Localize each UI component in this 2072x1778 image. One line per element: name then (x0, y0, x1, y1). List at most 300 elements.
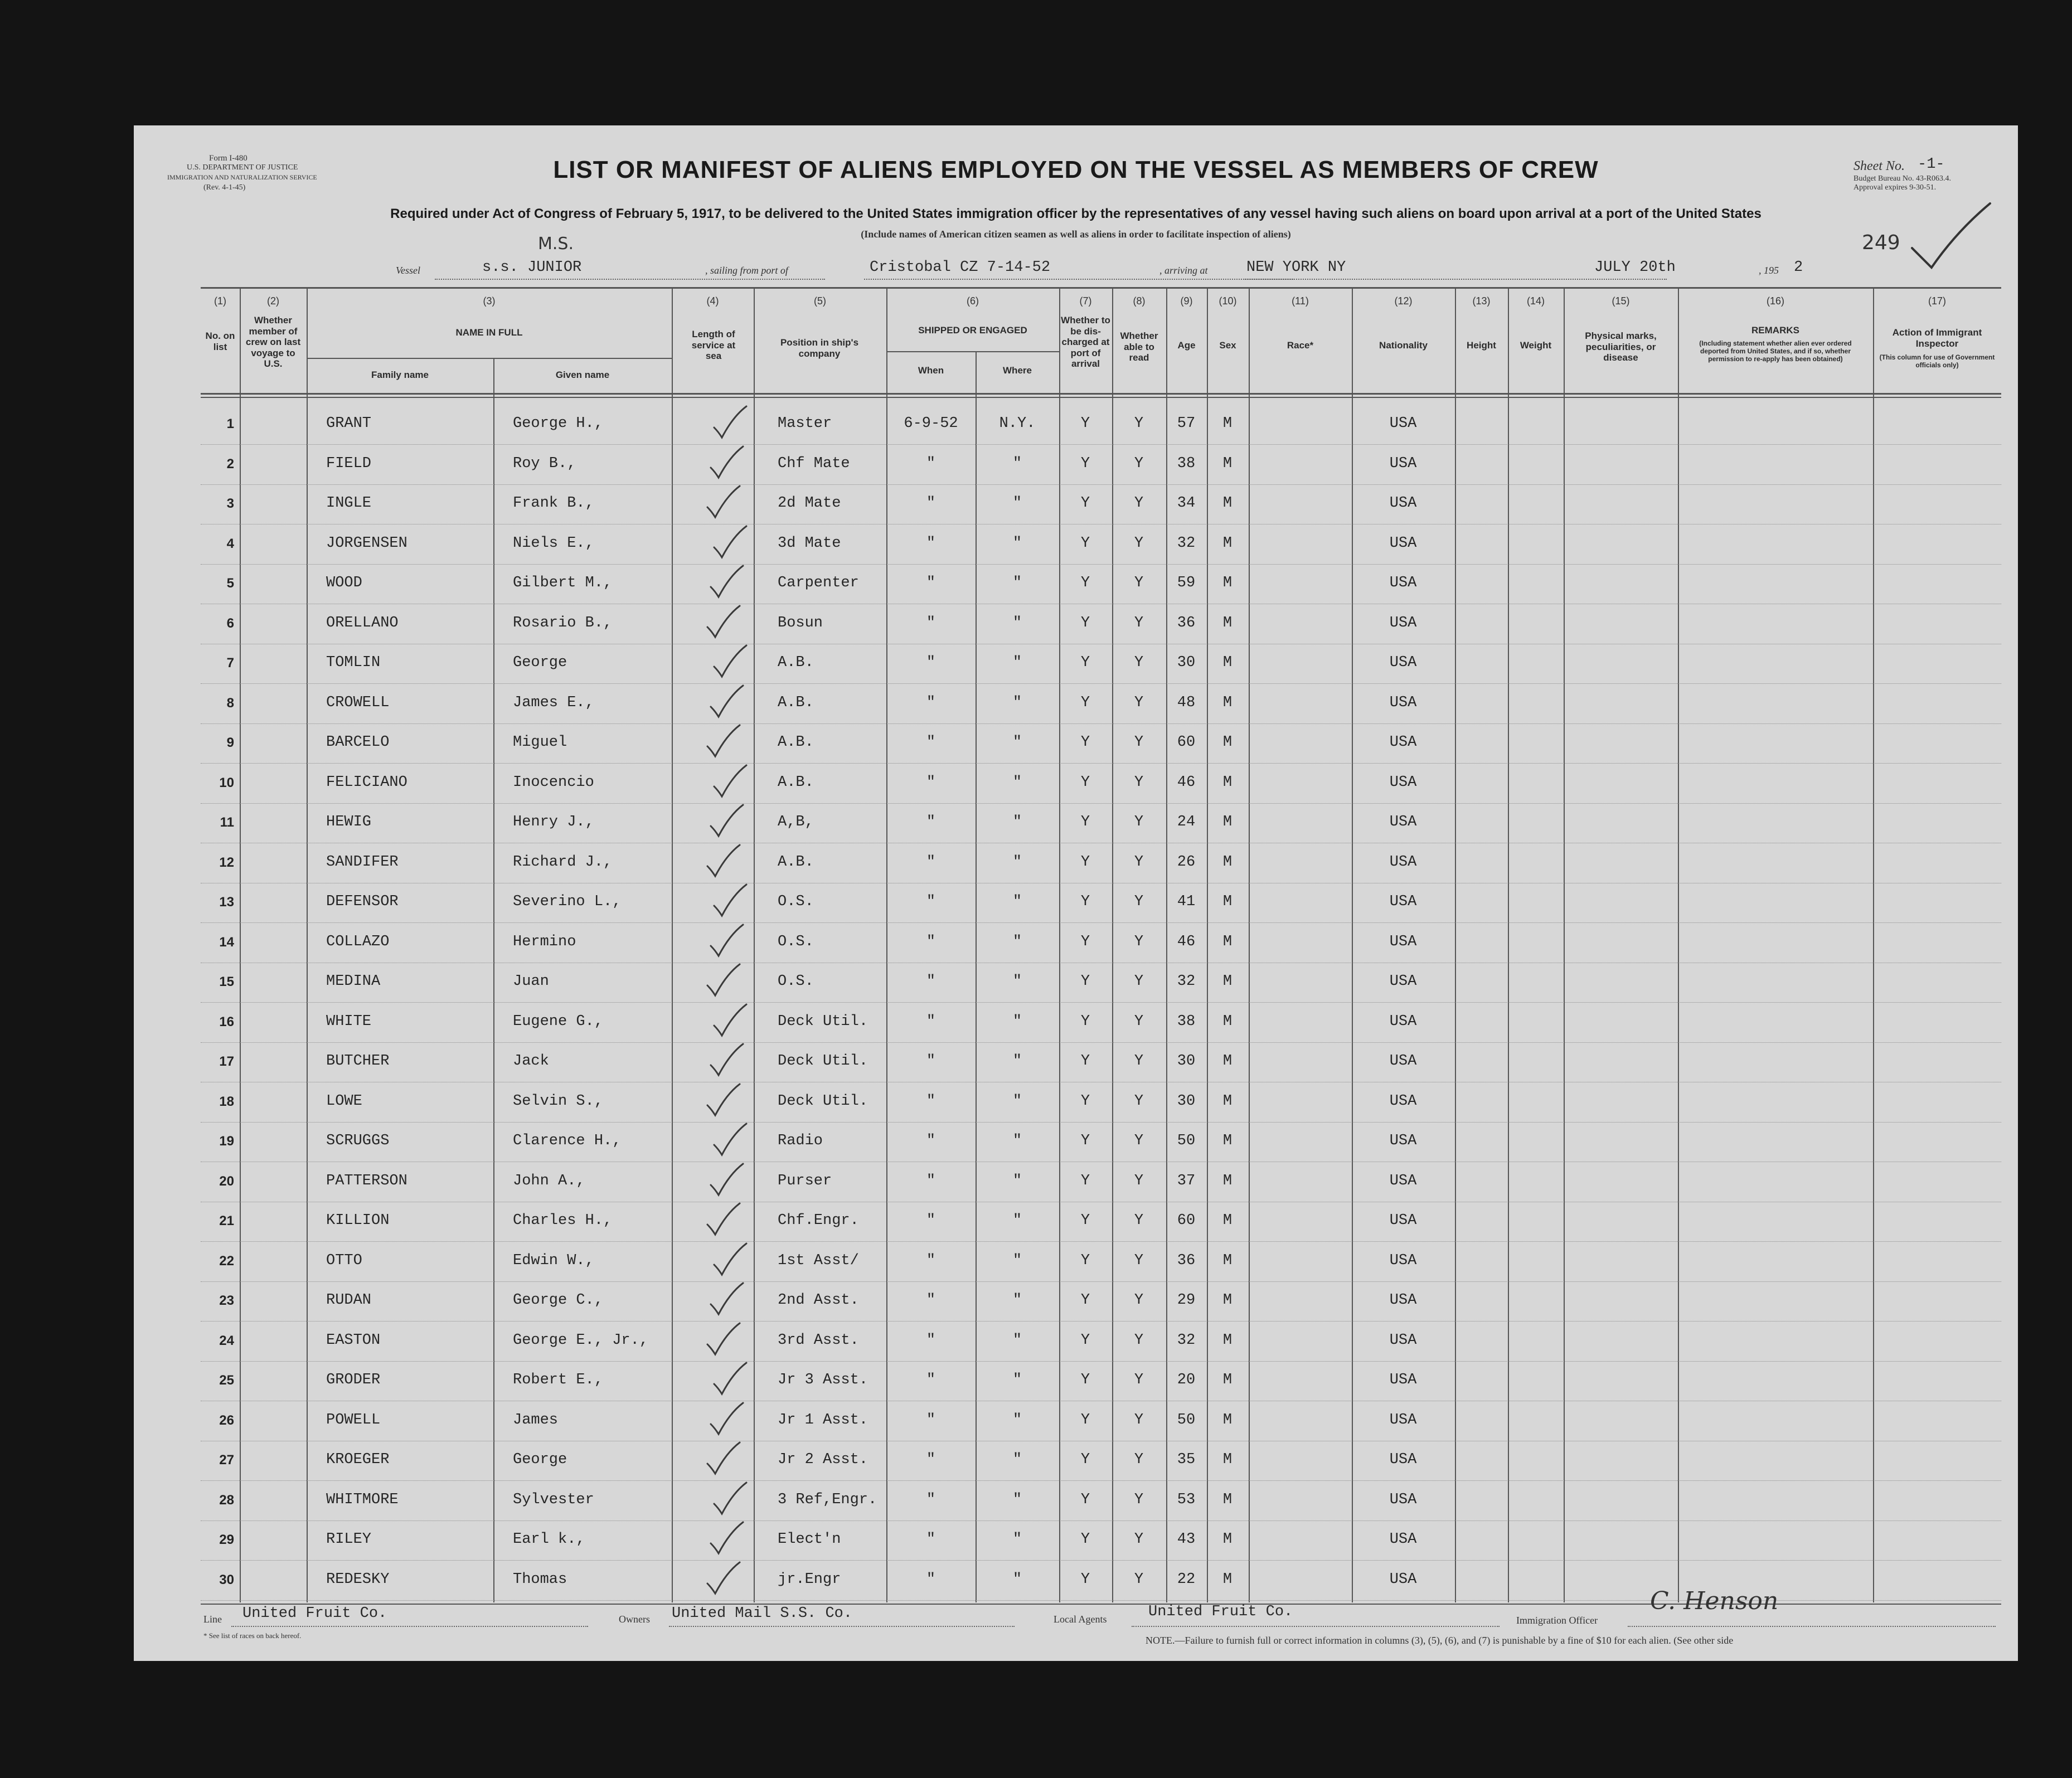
check-mark-icon (711, 883, 750, 918)
header-race: Race* (1287, 340, 1314, 351)
check-mark-icon (707, 1163, 746, 1197)
age: 36 (1177, 1252, 1196, 1269)
col-number-9: (9) (1180, 295, 1193, 307)
sex: M (1222, 495, 1232, 512)
arriving-label: , arriving at (1159, 265, 1208, 276)
col-number-8: (8) (1133, 295, 1146, 307)
shipped-when: " (926, 1491, 936, 1508)
budget-bureau: Budget Bureau No. 43-R063.4. (1853, 174, 1951, 183)
given-name: Richard J., (513, 853, 613, 871)
family-name: BARCELO (326, 734, 390, 751)
shipped-when: " (926, 973, 936, 990)
able-to-read: Y (1134, 774, 1144, 791)
discharged: Y (1080, 1531, 1090, 1548)
owners-value: United Mail S.S. Co. (672, 1605, 853, 1622)
vessel-name: s.s. JUNIOR (482, 259, 582, 276)
shipped-when: " (926, 1372, 936, 1388)
discharged: Y (1080, 1092, 1090, 1110)
discharged: Y (1080, 1491, 1090, 1508)
position: Bosun (778, 614, 823, 631)
nationality: USA (1389, 973, 1417, 990)
family-name: FELICIANO (326, 774, 407, 791)
shipped-where: " (1012, 495, 1022, 512)
given-name: George E., Jr., (513, 1332, 649, 1349)
nationality: USA (1389, 1332, 1417, 1349)
sex: M (1222, 1172, 1232, 1189)
nationality: USA (1389, 1411, 1417, 1429)
row-number: 1 (226, 416, 234, 431)
position: O.S. (778, 973, 814, 990)
shipped-where: " (1012, 1013, 1022, 1030)
shipped-where: " (1012, 1092, 1022, 1110)
shipped-where: " (1012, 1252, 1022, 1269)
position: Jr 1 Asst. (778, 1411, 868, 1429)
given-name: Edwin W., (513, 1252, 594, 1269)
manifest-sheet (134, 125, 2018, 1661)
discharged: Y (1080, 1172, 1090, 1189)
col-number-4: (4) (706, 295, 719, 307)
shipped-where: " (1012, 853, 1022, 871)
check-mark-icon (711, 1481, 750, 1516)
header-inspector-note: (This column for use of Government officials only) (1879, 353, 1995, 369)
header-shipped-or-engaged: SHIPPED OR ENGAGED (918, 325, 1027, 336)
family-name: LOWE (326, 1092, 362, 1110)
shipped-when: " (926, 1172, 936, 1189)
check-mark-icon (707, 1521, 746, 1556)
given-name: George (513, 654, 567, 671)
discharged: Y (1080, 535, 1090, 552)
nationality: USA (1389, 415, 1417, 432)
position: A.B. (778, 694, 814, 711)
col-number-3: (3) (483, 295, 496, 307)
header-nationality: Nationality (1379, 340, 1428, 351)
nationality: USA (1389, 734, 1417, 751)
given-name: Gilbert M., (513, 575, 613, 591)
discharged: Y (1080, 1252, 1090, 1269)
given-name: Jack (513, 1053, 549, 1070)
check-mark-icon (704, 963, 743, 998)
discharged: Y (1080, 694, 1090, 711)
discharged: Y (1080, 575, 1090, 591)
sex: M (1222, 814, 1232, 830)
family-name: JORGENSEN (326, 535, 407, 552)
age: 53 (1177, 1491, 1196, 1508)
shipped-when: " (926, 1053, 936, 1070)
sex: M (1222, 654, 1232, 671)
row-number: 28 (219, 1492, 234, 1508)
row-number: 16 (219, 1014, 234, 1029)
shipped-when: " (926, 933, 936, 950)
position: 3d Mate (778, 535, 841, 552)
age: 34 (1177, 495, 1196, 512)
shipped-when: " (926, 1451, 936, 1468)
agents-label: Local Agents (1054, 1614, 1107, 1625)
row-number: 7 (226, 655, 234, 671)
check-mark-icon (707, 684, 746, 719)
line-value: United Fruit Co. (242, 1605, 387, 1622)
row-number: 22 (219, 1253, 234, 1269)
nationality: USA (1389, 1212, 1417, 1229)
position: A,B, (778, 814, 814, 830)
position: 2d Mate (778, 495, 841, 512)
discharged: Y (1080, 1372, 1090, 1388)
sex: M (1222, 1053, 1232, 1070)
discharged: Y (1080, 495, 1090, 512)
department-name: U.S. DEPARTMENT OF JUSTICE (187, 163, 298, 172)
check-mark-icon (704, 1441, 743, 1476)
given-name: Hermino (513, 933, 576, 950)
shipped-where: " (1012, 1571, 1022, 1588)
family-name: WOOD (326, 575, 362, 591)
header-last-voyage: Whether member of crew on last voyage to U.S. (245, 315, 301, 370)
row-number: 5 (226, 576, 234, 591)
shipped-when: " (926, 1571, 936, 1588)
age: 48 (1177, 694, 1196, 711)
age: 60 (1177, 734, 1196, 751)
age: 50 (1177, 1411, 1196, 1429)
line-label: Line (203, 1614, 222, 1625)
shipped-when: " (926, 1292, 936, 1309)
sex: M (1222, 1372, 1232, 1388)
header-age: Age (1177, 340, 1196, 351)
header-able-to-read: Whether able to read (1120, 331, 1158, 363)
family-name: KILLION (326, 1212, 390, 1229)
position: Jr 3 Asst. (778, 1372, 868, 1388)
sex: M (1222, 1013, 1232, 1030)
header-when: When (918, 365, 944, 376)
shipped-where: " (1012, 1133, 1022, 1149)
family-name: SCRUGGS (326, 1133, 390, 1149)
discharged: Y (1080, 973, 1090, 990)
vessel-type-handwritten: M.S. (538, 234, 574, 254)
age: 30 (1177, 1092, 1196, 1110)
agents-value: United Fruit Co. (1148, 1604, 1293, 1620)
shipped-where: " (1012, 1411, 1022, 1429)
able-to-read: Y (1134, 1372, 1144, 1388)
age: 32 (1177, 1332, 1196, 1349)
row-number: 3 (226, 496, 234, 511)
header-remarks-note: (Including statement whether alien ever ordered deported from United States, and if so, whether permission to re-apply has been obtained) (1699, 339, 1852, 363)
able-to-read: Y (1134, 1053, 1144, 1070)
able-to-read: Y (1134, 415, 1144, 432)
family-name: CROWELL (326, 694, 390, 711)
discharged: Y (1080, 1411, 1090, 1429)
given-name: Frank B., (513, 495, 594, 512)
col-number-13: (13) (1472, 295, 1491, 307)
col-number-12: (12) (1394, 295, 1413, 307)
given-name: Thomas (513, 1571, 567, 1588)
check-mark-icon (711, 525, 750, 560)
row-number: 30 (219, 1572, 234, 1587)
family-name: GRODER (326, 1372, 381, 1388)
discharged: Y (1080, 1133, 1090, 1149)
stamp-number: 249 (1862, 231, 1900, 254)
sheet-label: Sheet No. (1853, 159, 1905, 173)
age: 43 (1177, 1531, 1196, 1548)
row-number: 24 (219, 1333, 234, 1348)
shipped-where: " (1012, 814, 1022, 830)
col-number-10: (10) (1219, 295, 1237, 307)
shipped-where: " (1012, 1491, 1022, 1508)
age: 57 (1177, 415, 1196, 432)
discharged: Y (1080, 415, 1090, 432)
given-name: Inocencio (513, 774, 594, 791)
age: 41 (1177, 893, 1196, 910)
shipped-where: " (1012, 694, 1022, 711)
sex: M (1222, 535, 1232, 552)
check-mark-icon (704, 1083, 743, 1118)
age: 30 (1177, 654, 1196, 671)
shipped-when: " (926, 893, 936, 910)
able-to-read: Y (1134, 1092, 1144, 1110)
nationality: USA (1389, 814, 1417, 830)
nationality: USA (1389, 495, 1417, 512)
family-name: INGLE (326, 495, 372, 512)
shipped-where: " (1012, 1531, 1022, 1548)
sex: M (1222, 1451, 1232, 1468)
family-name: BUTCHER (326, 1053, 390, 1070)
able-to-read: Y (1134, 1292, 1144, 1309)
age: 22 (1177, 1571, 1196, 1588)
shipped-where: " (1012, 535, 1022, 552)
nationality: USA (1389, 853, 1417, 871)
shipped-where: " (1012, 1212, 1022, 1229)
row-number: 13 (219, 895, 234, 910)
family-name: RUDAN (326, 1292, 372, 1309)
discharged: Y (1080, 933, 1090, 950)
sex: M (1222, 933, 1232, 950)
shipped-where: " (1012, 933, 1022, 950)
family-name: OTTO (326, 1252, 362, 1269)
able-to-read: Y (1134, 1252, 1144, 1269)
page-title: LIST OR MANIFEST OF ALIENS EMPLOYED ON THE VESSEL AS MEMBERS OF CREW (553, 156, 1599, 183)
col-number-16: (16) (1766, 295, 1784, 307)
given-name: George H., (513, 415, 604, 432)
age: 29 (1177, 1292, 1196, 1309)
shipped-where: " (1012, 1451, 1022, 1468)
sex: M (1222, 774, 1232, 791)
nationality: USA (1389, 1372, 1417, 1388)
check-mark-icon (704, 485, 743, 519)
sex: M (1222, 1531, 1232, 1548)
position: O.S. (778, 893, 814, 910)
able-to-read: Y (1134, 1133, 1144, 1149)
row-number: 18 (219, 1094, 234, 1109)
discharged: Y (1080, 893, 1090, 910)
nationality: USA (1389, 1252, 1417, 1269)
header-length-of-service: Length of service at sea (691, 329, 736, 362)
check-mark-icon (704, 724, 743, 759)
able-to-read: Y (1134, 933, 1144, 950)
vessel-label: Vessel (396, 265, 420, 276)
discharged: Y (1080, 1053, 1090, 1070)
check-mark-icon (711, 644, 750, 679)
able-to-read: Y (1134, 853, 1144, 871)
position: Radio (778, 1133, 823, 1149)
header-inspector-action: Action of Immigrant Inspector (1892, 327, 1982, 349)
given-name: Niels E., (513, 535, 594, 552)
age: 37 (1177, 1172, 1196, 1189)
officer-label: Immigration Officer (1516, 1615, 1598, 1626)
shipped-where: " (1012, 1332, 1022, 1349)
header-given-name: Given name (555, 370, 610, 380)
check-mark-icon (707, 1402, 746, 1436)
header-no-on-list: No. on list (205, 331, 235, 352)
shipped-when: " (926, 614, 936, 631)
nationality: USA (1389, 1092, 1417, 1110)
position: O.S. (778, 933, 814, 950)
family-name: PATTERSON (326, 1172, 407, 1189)
row-number: 29 (219, 1532, 234, 1547)
nationality: USA (1389, 455, 1417, 472)
sailing-label: , sailing from port of (705, 265, 788, 276)
able-to-read: Y (1134, 1571, 1144, 1588)
owners-label: Owners (619, 1614, 650, 1625)
row-number: 10 (219, 775, 234, 790)
check-mark-icon (711, 405, 750, 440)
sex: M (1222, 1292, 1232, 1309)
given-name: George (513, 1451, 567, 1468)
sex: M (1222, 1212, 1232, 1229)
shipped-when: " (926, 1212, 936, 1229)
able-to-read: Y (1134, 1451, 1144, 1468)
shipped-where: " (1012, 1372, 1022, 1388)
col-number-6: (6) (967, 295, 979, 307)
check-mark-icon (707, 565, 746, 599)
able-to-read: Y (1134, 814, 1144, 830)
shipped-when: " (926, 1411, 936, 1429)
row-number: 21 (219, 1213, 234, 1228)
position: Deck Util. (778, 1053, 868, 1070)
family-name: DEFENSOR (326, 893, 399, 910)
row-number: 26 (219, 1412, 234, 1428)
nationality: USA (1389, 1531, 1417, 1548)
discharged: Y (1080, 734, 1090, 751)
given-name: Clarence H., (513, 1133, 622, 1149)
row-number: 27 (219, 1452, 234, 1468)
shipped-where: " (1012, 654, 1022, 671)
nationality: USA (1389, 1172, 1417, 1189)
discharged: Y (1080, 1292, 1090, 1309)
able-to-read: Y (1134, 893, 1144, 910)
able-to-read: Y (1134, 1531, 1144, 1548)
row-number: 17 (219, 1054, 234, 1069)
age: 32 (1177, 535, 1196, 552)
able-to-read: Y (1134, 1332, 1144, 1349)
able-to-read: Y (1134, 654, 1144, 671)
sex: M (1222, 614, 1232, 631)
shipped-when: " (926, 814, 936, 830)
header-remarks: REMARKS (1751, 325, 1799, 336)
form-number: Form I-480 (209, 154, 248, 163)
shipped-when: " (926, 853, 936, 871)
nationality: USA (1389, 893, 1417, 910)
shipped-when: " (926, 1252, 936, 1269)
discharged: Y (1080, 1013, 1090, 1030)
able-to-read: Y (1134, 734, 1144, 751)
able-to-read: Y (1134, 694, 1144, 711)
row-number: 8 (226, 695, 234, 711)
nationality: USA (1389, 1451, 1417, 1468)
race-note: * See list of races on back hereof. (203, 1631, 302, 1640)
header-where: Where (1003, 365, 1032, 376)
age: 46 (1177, 933, 1196, 950)
shipped-when: " (926, 734, 936, 751)
year-prefix: , 195 (1759, 265, 1779, 276)
position: Purser (778, 1172, 832, 1189)
header-sex: Sex (1219, 340, 1236, 351)
sex: M (1222, 973, 1232, 990)
sex: M (1222, 853, 1232, 871)
given-name: George C., (513, 1292, 604, 1309)
shipped-where: " (1012, 893, 1022, 910)
sex: M (1222, 734, 1232, 751)
age: 36 (1177, 614, 1196, 631)
age: 32 (1177, 973, 1196, 990)
given-name: Robert E., (513, 1372, 604, 1388)
able-to-read: Y (1134, 495, 1144, 512)
age: 50 (1177, 1133, 1196, 1149)
nationality: USA (1389, 1571, 1417, 1588)
col-number-14: (14) (1526, 295, 1545, 307)
family-name: EASTON (326, 1332, 381, 1349)
given-name: Henry J., (513, 814, 594, 830)
able-to-read: Y (1134, 1013, 1144, 1030)
sailing-port: Cristobal CZ 7-14-52 (870, 259, 1051, 276)
row-number: 2 (226, 456, 234, 472)
row-number: 19 (219, 1134, 234, 1149)
shipped-when: " (926, 1092, 936, 1110)
position: A.B. (778, 734, 814, 751)
able-to-read: Y (1134, 535, 1144, 552)
shipped-when: " (926, 654, 936, 671)
discharged: Y (1080, 1451, 1090, 1468)
row-number: 20 (219, 1173, 234, 1189)
given-name: Eugene G., (513, 1013, 604, 1030)
nationality: USA (1389, 774, 1417, 791)
position: 3rd Asst. (778, 1332, 859, 1349)
given-name: James (513, 1411, 559, 1429)
nationality: USA (1389, 575, 1417, 591)
able-to-read: Y (1134, 575, 1144, 591)
able-to-read: Y (1134, 973, 1144, 990)
arriving-port: NEW YORK NY (1246, 259, 1346, 276)
check-mark-icon (707, 1282, 746, 1317)
year-suffix: 2 (1794, 259, 1803, 276)
header-weight: Weight (1520, 340, 1552, 351)
row-number: 23 (219, 1293, 234, 1308)
given-name: Earl k., (513, 1531, 585, 1548)
position: Master (778, 415, 832, 432)
col-number-5: (5) (814, 295, 826, 307)
age: 46 (1177, 774, 1196, 791)
family-name: SANDIFER (326, 853, 399, 871)
nationality: USA (1389, 654, 1417, 671)
shipped-when: 6-9-52 (904, 415, 958, 432)
able-to-read: Y (1134, 1172, 1144, 1189)
sex: M (1222, 415, 1232, 432)
position: jr.Engr (778, 1571, 841, 1588)
given-name: Charles H., (513, 1212, 613, 1229)
discharged: Y (1080, 853, 1090, 871)
family-name: HEWIG (326, 814, 372, 830)
row-number: 14 (219, 934, 234, 950)
discharged: Y (1080, 814, 1090, 830)
age: 38 (1177, 1013, 1196, 1030)
shipped-when: " (926, 694, 936, 711)
nationality: USA (1389, 535, 1417, 552)
col-number-2: (2) (267, 295, 279, 307)
